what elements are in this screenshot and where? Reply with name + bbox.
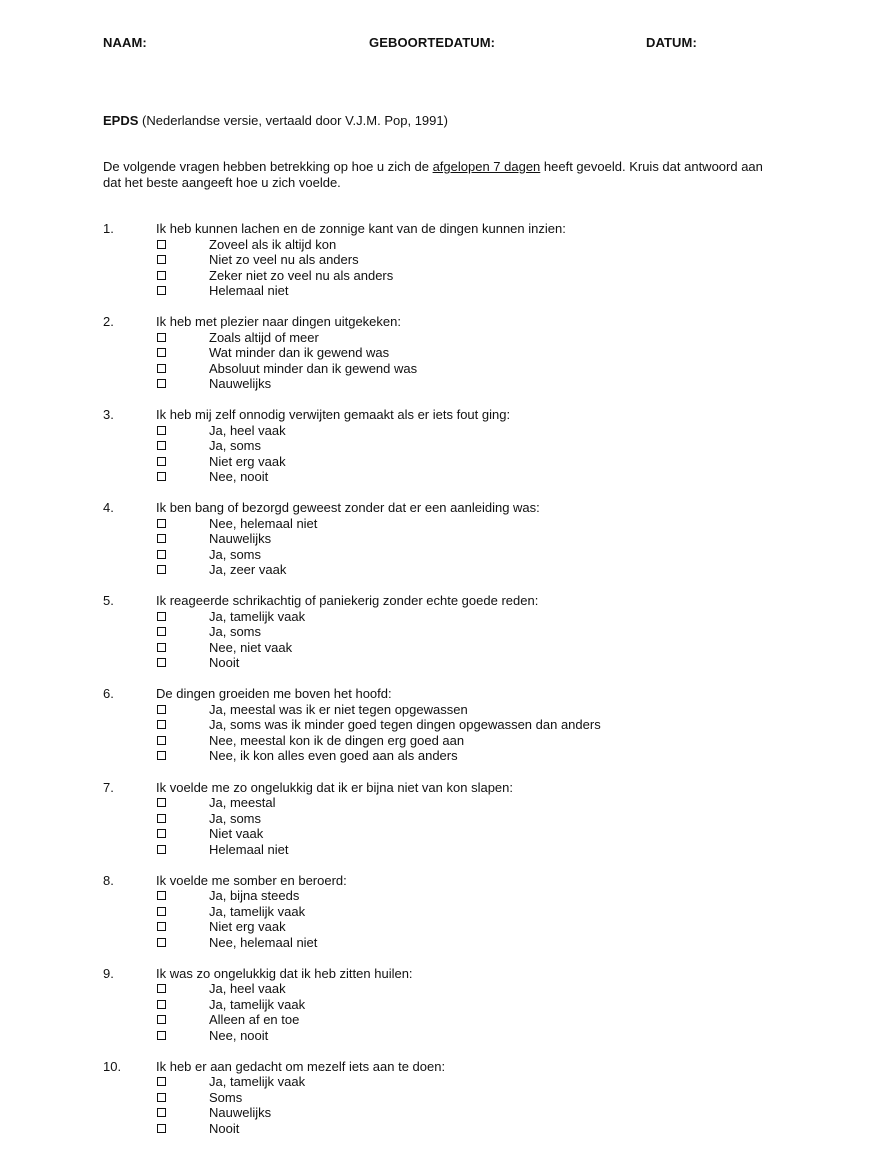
answer-label: Alleen af en toe bbox=[209, 1012, 300, 1028]
question-number: 2. bbox=[103, 314, 114, 330]
answer-label: Nee, ik kon alles even goed aan als anders bbox=[209, 748, 458, 764]
answer-checkbox[interactable] bbox=[157, 240, 166, 249]
answer-checkbox[interactable] bbox=[157, 891, 166, 900]
answer-label: Helemaal niet bbox=[209, 841, 289, 857]
answer-label: Ja, tamelijk vaak bbox=[209, 903, 306, 919]
answer-checkbox[interactable] bbox=[157, 472, 166, 481]
answer-checkbox[interactable] bbox=[157, 907, 166, 916]
answer-checkbox[interactable] bbox=[157, 255, 166, 264]
answer-checkbox[interactable] bbox=[157, 1093, 166, 1102]
answer-label: Niet vaak bbox=[209, 826, 264, 842]
answer-checkbox[interactable] bbox=[157, 751, 166, 760]
answer-label: Nee, niet vaak bbox=[209, 639, 293, 655]
answer-label: Nee, helemaal niet bbox=[209, 934, 318, 950]
answer-label: Ja, soms bbox=[209, 624, 262, 640]
answer-label: Wat minder dan ik gewend was bbox=[209, 345, 390, 361]
answer-label: Niet erg vaak bbox=[209, 919, 286, 935]
answer-label: Niet erg vaak bbox=[209, 453, 286, 469]
answer-label: Ja, soms bbox=[209, 546, 262, 562]
answer-label: Ja, tamelijk vaak bbox=[209, 608, 306, 624]
answer-checkbox[interactable] bbox=[157, 550, 166, 559]
question-2 bbox=[103, 314, 803, 407]
answer-label: Soms bbox=[209, 1089, 243, 1105]
answer-checkbox[interactable] bbox=[157, 1108, 166, 1117]
answer-label: Nooit bbox=[209, 655, 240, 671]
question-text: De dingen groeiden me boven het hoofd: bbox=[156, 686, 392, 702]
answer-checkbox[interactable] bbox=[157, 348, 166, 357]
question-number: 10. bbox=[103, 1058, 122, 1074]
answer-label: Niet zo veel nu als anders bbox=[209, 252, 359, 267]
question-text: Ik was zo ongelukkig dat ik heb zitten huilen: bbox=[156, 965, 413, 981]
question-3 bbox=[103, 407, 803, 500]
answer-label: Nauwelijks bbox=[209, 531, 272, 547]
date-label: DATUM: bbox=[646, 35, 697, 50]
answer-checkbox[interactable] bbox=[157, 829, 166, 838]
question-text: Ik ben bang of bezorgd geweest zonder dat er een aanleiding was: bbox=[156, 500, 540, 516]
answer-checkbox[interactable] bbox=[157, 612, 166, 621]
answer-label: Ja, soms was ik minder goed tegen dingen opgewassen dan anders bbox=[209, 717, 601, 733]
question-1 bbox=[103, 221, 803, 314]
answer-checkbox[interactable] bbox=[157, 534, 166, 543]
title-subtitle: (Nederlandse versie, vertaald door V.J.M. Pop, 1991) bbox=[142, 113, 448, 128]
answer-label: Nee, nooit bbox=[209, 1027, 269, 1043]
answer-label: Helemaal niet bbox=[209, 283, 289, 298]
question-8 bbox=[103, 873, 803, 966]
question-4 bbox=[103, 500, 803, 593]
answer-checkbox[interactable] bbox=[157, 705, 166, 714]
answer-label: Ja, bijna steeds bbox=[209, 888, 300, 904]
answer-checkbox[interactable] bbox=[157, 922, 166, 931]
question-text: Ik heb met plezier naar dingen uitgekeken: bbox=[156, 314, 401, 330]
answer-label: Ja, tamelijk vaak bbox=[209, 996, 306, 1012]
question-number: 5. bbox=[103, 593, 114, 609]
answer-checkbox[interactable] bbox=[157, 814, 166, 823]
question-text: Ik heb mij zelf onnodig verwijten gemaakt als er iets fout ging: bbox=[156, 407, 511, 423]
question-number: 4. bbox=[103, 500, 114, 516]
question-number: 6. bbox=[103, 686, 114, 702]
instructions-after: heeft gevoeld. Kruis dat antwoord aan dat het beste aangeeft hoe u zich voelde. bbox=[103, 159, 763, 190]
answer-label: Ja, meestal was ik er niet tegen opgewassen bbox=[209, 701, 468, 717]
answer-label: Ja, soms bbox=[209, 438, 262, 454]
answer-label: Nee, nooit bbox=[209, 469, 269, 485]
question-list bbox=[103, 221, 803, 1152]
answer-checkbox[interactable] bbox=[157, 519, 166, 528]
question-text: Ik voelde me zo ongelukkig dat ik er bijna niet van kon slapen: bbox=[156, 779, 513, 795]
question-6 bbox=[103, 686, 803, 779]
question-text: Ik heb er aan gedacht om mezelf iets aan te doen: bbox=[156, 1058, 446, 1074]
question-number: 1. bbox=[103, 221, 114, 236]
document-title bbox=[103, 113, 448, 128]
answer-checkbox[interactable] bbox=[157, 627, 166, 636]
answer-checkbox[interactable] bbox=[157, 1124, 166, 1133]
question-number: 8. bbox=[103, 872, 114, 888]
question-7 bbox=[103, 780, 803, 873]
question-text: Ik voelde me somber en beroerd: bbox=[156, 872, 347, 888]
answer-label: Nauwelijks bbox=[209, 1105, 272, 1121]
answer-label: Ja, meestal bbox=[209, 795, 276, 811]
answer-checkbox[interactable] bbox=[157, 938, 166, 947]
answer-label: Zoals altijd of meer bbox=[209, 329, 319, 345]
answer-checkbox[interactable] bbox=[157, 1031, 166, 1040]
answer-checkbox[interactable] bbox=[157, 441, 166, 450]
answer-checkbox[interactable] bbox=[157, 364, 166, 373]
answer-label: Nooit bbox=[209, 1120, 240, 1136]
birthdate-label: GEBOORTEDATUM: bbox=[369, 35, 496, 50]
title-abbreviation: EPDS bbox=[103, 113, 139, 128]
answer-checkbox[interactable] bbox=[157, 984, 166, 993]
answer-checkbox[interactable] bbox=[157, 798, 166, 807]
answer-checkbox[interactable] bbox=[157, 271, 166, 280]
question-text: Ik heb kunnen lachen en de zonnige kant van de dingen kunnen inzien: bbox=[156, 221, 566, 236]
answer-checkbox[interactable] bbox=[157, 565, 166, 574]
instructions bbox=[103, 159, 783, 191]
answer-checkbox[interactable] bbox=[157, 333, 166, 342]
answer-checkbox[interactable] bbox=[157, 845, 166, 854]
question-text: Ik reageerde schrikachtig of paniekerig zonder echte goede reden: bbox=[156, 593, 539, 609]
answer-checkbox[interactable] bbox=[157, 457, 166, 466]
answer-label: Ja, heel vaak bbox=[209, 981, 286, 997]
answer-checkbox[interactable] bbox=[157, 658, 166, 667]
answer-checkbox[interactable] bbox=[157, 720, 166, 729]
question-number: 3. bbox=[103, 407, 114, 423]
answer-checkbox[interactable] bbox=[157, 286, 166, 295]
answer-label: Ja, heel vaak bbox=[209, 422, 286, 438]
answer-label: Ja, soms bbox=[209, 810, 262, 826]
question-number: 7. bbox=[103, 779, 114, 795]
question-5 bbox=[103, 593, 803, 686]
answer-label: Ja, tamelijk vaak bbox=[209, 1074, 306, 1090]
name-label: NAAM: bbox=[103, 35, 147, 50]
answer-checkbox[interactable] bbox=[157, 1077, 166, 1086]
answer-label: Zoveel als ik altijd kon bbox=[209, 236, 337, 252]
answer-label: Ja, zeer vaak bbox=[209, 562, 287, 578]
question-number: 9. bbox=[103, 965, 114, 981]
instructions-underlined: afgelopen 7 dagen bbox=[432, 159, 541, 174]
instructions-before: De volgende vragen hebben betrekking op hoe u zich de bbox=[103, 159, 433, 174]
question-9 bbox=[103, 966, 803, 1059]
answer-label: Nauwelijks bbox=[209, 376, 272, 392]
answer-checkbox[interactable] bbox=[157, 426, 166, 435]
question-10 bbox=[103, 1059, 803, 1152]
answer-checkbox[interactable] bbox=[157, 643, 166, 652]
answer-label: Nee, helemaal niet bbox=[209, 515, 318, 531]
answer-label: Nee, meestal kon ik de dingen erg goed aan bbox=[209, 732, 465, 748]
answer-label: Absoluut minder dan ik gewend was bbox=[209, 360, 418, 376]
answer-checkbox[interactable] bbox=[157, 1000, 166, 1009]
answer-checkbox[interactable] bbox=[157, 379, 166, 388]
answer-checkbox[interactable] bbox=[157, 736, 166, 745]
answer-checkbox[interactable] bbox=[157, 1015, 166, 1024]
answer-label: Zeker niet zo veel nu als anders bbox=[209, 267, 394, 283]
